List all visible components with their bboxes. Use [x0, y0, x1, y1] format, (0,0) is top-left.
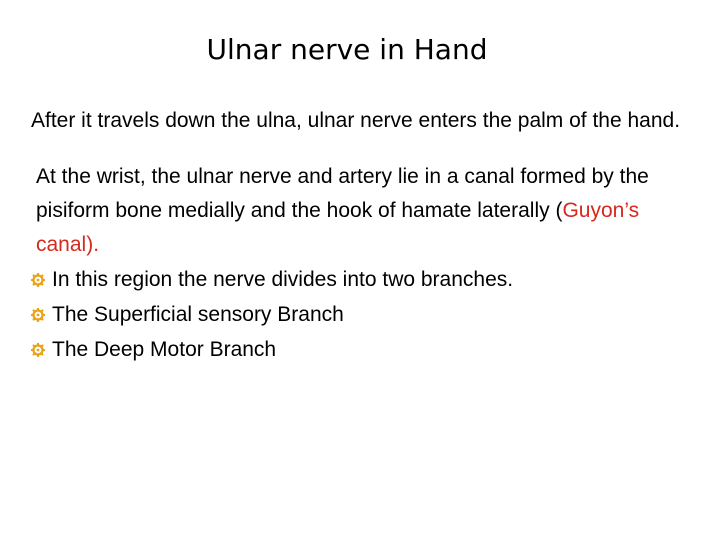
paragraph-spacer	[31, 138, 691, 160]
gear-icon	[31, 308, 45, 322]
bullet-text: In this region the nerve divides into two branches.	[52, 267, 514, 291]
bullet-text: The Superficial sensory Branch	[52, 302, 344, 326]
bullet-item	[31, 297, 691, 332]
slide-title: Ulnar nerve in Hand	[206, 33, 488, 66]
gear-icon	[31, 273, 45, 287]
paragraph-intro: After it travels down the ulna, ulnar nerve enters the palm of the hand.	[31, 109, 681, 132]
gear-icon	[31, 343, 45, 357]
bullet-text: The Deep Motor Branch	[52, 337, 277, 361]
slide-body	[31, 104, 691, 367]
guyons-canal-highlight: Guyon’s canal).	[36, 199, 640, 256]
bullet-item	[31, 262, 691, 297]
paragraph-wrist-text: At the wrist, the ulnar nerve and artery lie in a canal formed by the pisiform bone medially and the hook of hamate laterally (	[36, 165, 649, 222]
paragraph-wrist	[31, 160, 691, 262]
bullet-item	[31, 332, 691, 367]
